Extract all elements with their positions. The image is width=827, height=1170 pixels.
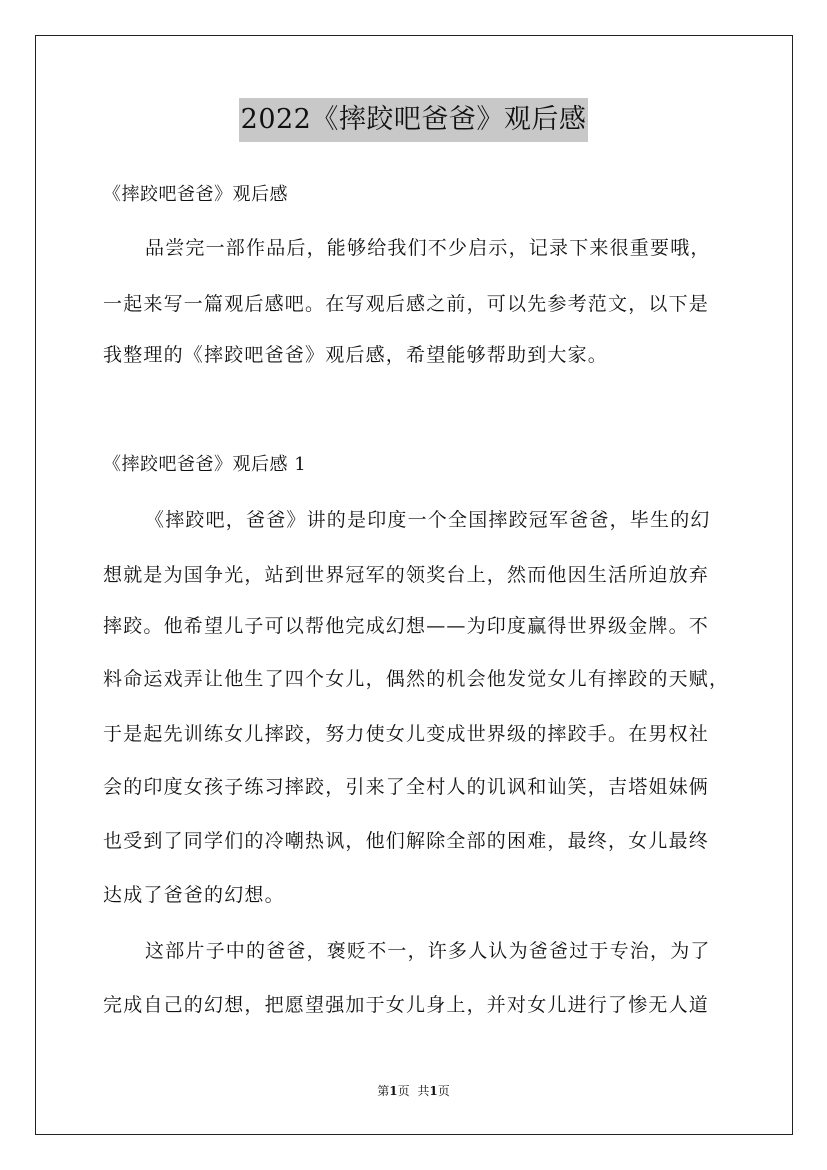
page-number: 1 [389, 1084, 398, 1098]
intro-line: 品尝完一部作品后，能够给我们不少启示，记录下来很重要哦， [145, 237, 711, 259]
page-footer [0, 1082, 827, 1100]
total-label-prefix: 共 [417, 1084, 430, 1098]
paragraph-line: 也受到了同学们的冷嘲热讽，他们解除全部的困难，最终，女儿最终 [103, 830, 710, 852]
paragraph-line: 想就是为国争光，站到世界冠军的领奖台上，然而他因生活所迫放弃 [103, 564, 710, 586]
paragraph-line: 《摔跤吧，爸爸》讲的是印度一个全国摔跤冠军爸爸，毕生的幻 [145, 509, 711, 531]
document-subtitle: 《摔跤吧爸爸》观后感 [103, 184, 288, 205]
document-title: 2022《摔跤吧爸爸》观后感 [239, 98, 589, 142]
total-label-suffix: 页 [437, 1084, 450, 1098]
paragraph-line: 这部片子中的爸爸，褒贬不一，许多人认为爸爸过于专治，为了 [145, 940, 711, 962]
paragraph-line: 摔跤。他希望儿子可以帮他完成幻想——为印度赢得世界级金牌。不 [103, 615, 710, 637]
title-container [0, 98, 827, 142]
paragraph-line: 于是起先训练女儿摔跤，努力使女儿变成世界级的摔跤手。在男权社 [103, 723, 710, 745]
intro-line: 一起来写一篇观后感吧。在写观后感之前，可以先参考范文，以下是 [103, 293, 710, 315]
paragraph-line: 会的印度女孩子练习摔跤，引来了全村人的讥讽和讪笑，吉塔姐妹俩 [103, 776, 710, 798]
total-pages: 1 [429, 1084, 438, 1098]
page-label-suffix: 页 [397, 1084, 410, 1098]
intro-line: 我整理的《摔跤吧爸爸》观后感，希望能够帮助到大家。 [103, 344, 609, 366]
page-label-prefix: 第 [377, 1084, 390, 1098]
section-heading: 《摔跤吧爸爸》观后感 1 [103, 454, 307, 475]
paragraph-line: 完成自己的幻想，把愿望强加于女儿身上，并对女儿进行了惨无人道 [103, 994, 710, 1016]
paragraph-line: 达成了爸爸的幻想。 [103, 884, 285, 906]
paragraph-line: 料命运戏弄让他生了四个女儿，偶然的机会他发觉女儿有摔跤的天赋， [103, 668, 730, 690]
